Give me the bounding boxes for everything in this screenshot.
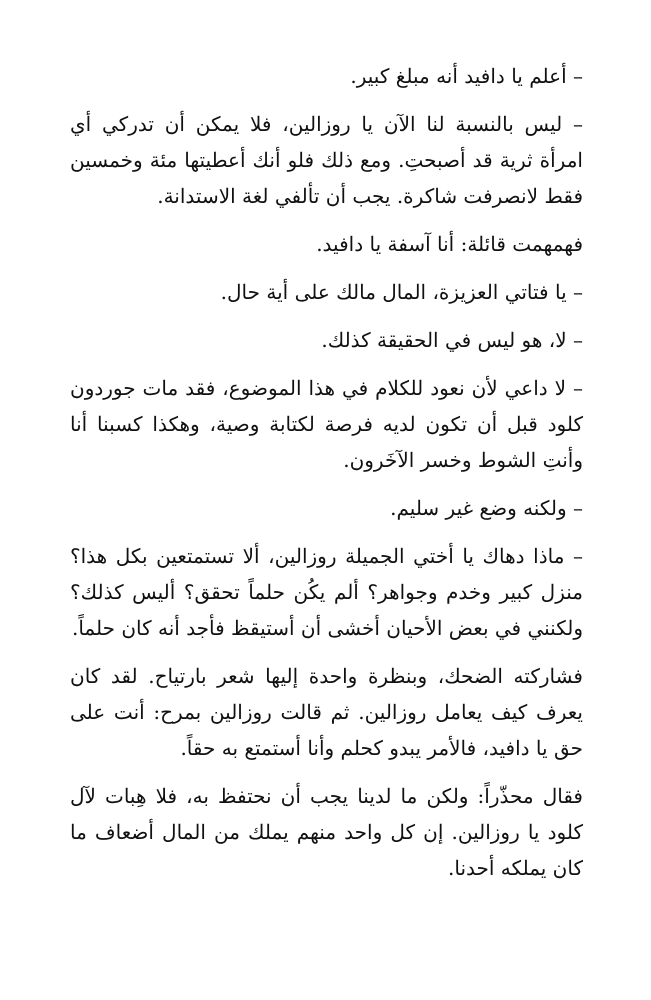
paragraph-8: – ماذا دهاك يا أختي الجميلة روزالين، ألا تستمتعين بكل هذا؟ منزل كبير وخدم وجواهر؟ ألم يكُن حلماً تحقق؟ أليس كذلك؟ ولكنني في بعض الأحيان أخشى أن أستيقظ فأجد أنه كان حلماً. [70, 544, 583, 640]
paragraph-7: – ولكنه وضع غير سليم. [390, 496, 583, 520]
paragraph-10: فقال محذّراً: ولكن ما لدينا يجب أن نحتفظ به، فلا هِبات لآل كلود يا روزالين. إن كل واحد منهم يملك من المال أضعاف ما كان يملكه أحدنا. [70, 784, 583, 880]
paragraph-6: – لا داعي لأن نعود للكلام في هذا الموضوع، فقد مات جوردون كلود قبل أن تكون لديه فرصة لكتابة وصية، وهكذا كسبنا أنا وأنتِ الشوط وخسر الآخَرون. [70, 376, 583, 472]
paragraph-9: فشاركته الضحك، وبنظرة واحدة إليها شعر بارتياح. لقد كان يعرف كيف يعامل روزالين. ثم قالت روزالين بمرح: أنت على حق يا دافيد، فالأمر يبدو كحلم وأنا أستمتع به حقاً. [70, 664, 583, 760]
paragraph-4: – يا فتاتي العزيزة، المال مالك على أية حال. [220, 280, 583, 304]
paragraph-1: – أعلم يا دافيد أنه مبلغ كبير. [350, 64, 583, 88]
paragraph-3: فهمهمت قائلة: أنا آسفة يا دافيد. [316, 232, 583, 256]
paragraph-2: – ليس بالنسبة لنا الآن يا روزالين، فلا يمكن أن تدركي أي امرأة ثرية قد أصبحتِ. ومع ذلك فلو أنك أعطيتها مئة وخمسين فقط لانصرفت شاكرة. يجب أن تألفي لغة الاستدانة. [70, 112, 583, 208]
paragraph-5: – لا، هو ليس في الحقيقة كذلك. [321, 328, 583, 352]
